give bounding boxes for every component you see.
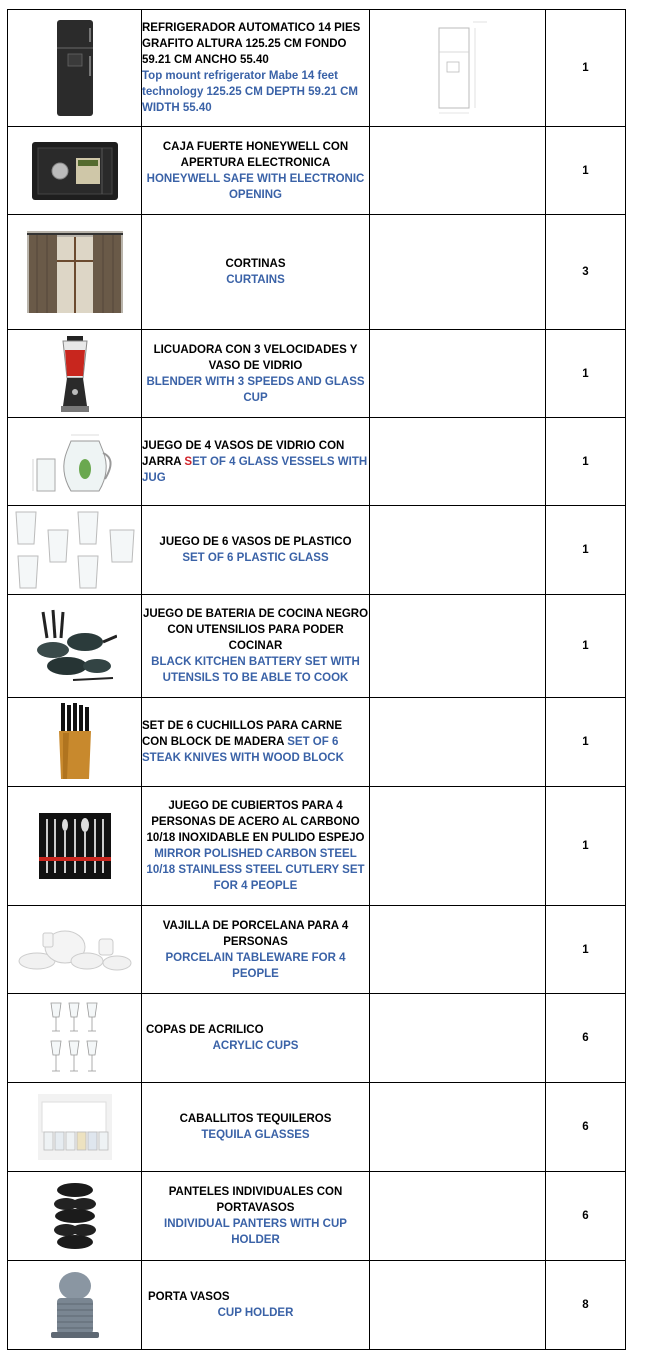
item-quantity: 6 [546,994,626,1083]
table-row [8,127,626,215]
item-image-cell [8,595,142,698]
item-description [142,787,370,906]
item-description [142,215,370,330]
item-description [142,506,370,595]
item-description [142,1261,370,1350]
placemats-icon [52,1182,98,1250]
description-es: JUEGO DE 6 VASOS DE PLASTICO [159,536,352,548]
table-row [8,215,626,330]
table-row [8,906,626,994]
item-dimensions-cell [370,506,546,595]
cutlery-icon [39,813,111,879]
curtains-icon [27,231,123,313]
item-image-cell [8,127,142,215]
description-es: SET DE 6 CUCHILLOS PARA CARNE CON BLOCK DE MADERA [142,720,342,748]
item-image-cell [8,906,142,994]
item-description [142,595,370,698]
description-en: HONEYWELL SAFE WITH ELECTRONIC OPENING [146,172,365,201]
item-dimensions-cell [370,994,546,1083]
description-es: PANTELES INDIVIDUALES CON PORTAVASOS [168,1186,343,1214]
item-dimensions-cell [370,595,546,698]
item-image-cell [8,1261,142,1350]
refrigerator-icon [55,18,95,118]
item-image-cell [8,418,142,506]
tableware-icon [17,925,133,975]
item-quantity: 1 [546,506,626,595]
description-en: BLENDER WITH 3 SPEEDS AND GLASS CUP [146,375,365,404]
inventory-table [7,9,626,1350]
item-quantity: 1 [546,127,626,215]
description-en: Top mount refrigerator Mabe 14 feet technology 125.25 CM DEPTH 59.21 CM WIDTH 55.40 [142,70,359,114]
coaster-holder-icon [49,1270,101,1340]
item-quantity: 1 [546,418,626,506]
description-es: VAJILLA DE PORCELANA PARA 4 PERSONAS [162,919,349,948]
table-row [8,506,626,595]
item-dimensions-cell [370,1083,546,1172]
item-dimensions-cell [370,906,546,994]
description-en: BLACK KITCHEN BATTERY SET WITH UTENSILS TO BE ABLE TO COOK [151,656,360,684]
table-row [8,787,626,906]
description-en: ET OF 4 GLASS VESSELS WITH JUG [142,455,368,484]
item-description [142,1083,370,1172]
table-row [8,698,626,787]
description-en: ACRYLIC CUPS [212,1040,299,1052]
description-en: SET OF 6 STEAK KNIVES WITH WOOD BLOCK [142,736,344,764]
description-es: JUEGO DE BATERIA DE COCINA NEGRO CON UTENSILIOS PARA PODER COCINAR [142,608,369,652]
item-description [142,698,370,787]
table-row [8,595,626,698]
item-quantity: 6 [546,1172,626,1261]
item-dimensions-cell [370,418,546,506]
glass-jug-icon [25,429,125,495]
description-es: CABALLITOS TEQUILEROS [179,1113,332,1125]
description-es: LICUADORA CON 3 VELOCIDADES Y VASO DE VIDRIO [153,343,358,372]
item-description [142,1172,370,1261]
description-es: COPAS DE ACRILICO [146,1024,264,1036]
item-dimensions-cell [370,698,546,787]
cookware-icon [33,608,117,684]
item-quantity: 1 [546,10,626,127]
item-image-cell [8,330,142,418]
refrigerator-diagram-icon [413,18,503,118]
knife-block-icon [55,703,95,781]
table-row [8,1172,626,1261]
item-quantity: 1 [546,595,626,698]
description-es: REFRIGERADOR AUTOMATICO 14 PIES GRAFITO ALTURA 125.25 CM FONDO 59.21 CM ANCHO 55.40 [142,22,361,66]
table-row [8,330,626,418]
tequila-glasses-icon [38,1094,112,1160]
item-description [142,330,370,418]
item-image-cell [8,215,142,330]
description-en-initial: S [184,455,193,468]
item-dimensions-cell [370,787,546,906]
description-en: PORCELAIN TABLEWARE FOR 4 PEOPLE [165,951,346,980]
item-dimensions-cell [370,215,546,330]
item-quantity: 1 [546,330,626,418]
item-quantity: 6 [546,1083,626,1172]
plastic-glasses-icon [12,510,138,590]
description-en: INDIVIDUAL PANTERS WITH CUP HOLDER [164,1218,347,1246]
item-quantity: 1 [546,906,626,994]
table-row [8,1083,626,1172]
item-image-cell [8,10,142,127]
item-image-cell [8,506,142,595]
item-image-cell [8,1172,142,1261]
item-dimensions-cell [370,127,546,215]
description-en: TEQUILA GLASSES [201,1129,310,1141]
description-es: CAJA FUERTE HONEYWELL CON APERTURA ELECTRONICA [162,140,349,169]
item-quantity: 1 [546,787,626,906]
item-dimensions-cell [370,1261,546,1350]
table-row [8,10,626,127]
item-image-cell [8,1083,142,1172]
description-en: CURTAINS [226,274,285,286]
description-es: JUEGO DE 4 VASOS DE VIDRIO CON JARRA [142,439,345,468]
item-dimensions-cell [370,1172,546,1261]
item-description [142,418,370,506]
item-dimensions-cell [370,330,546,418]
table-row [8,418,626,506]
description-en: CUP HOLDER [217,1307,294,1319]
table-row [8,994,626,1083]
table-row [8,1261,626,1350]
blender-icon [55,336,95,412]
item-image-cell [8,787,142,906]
item-image-cell [8,994,142,1083]
safe-icon [30,138,120,204]
wine-glasses-icon [47,1001,103,1075]
description-es: PORTA VASOS [148,1291,230,1303]
item-dimensions-cell [370,10,546,127]
item-description [142,994,370,1083]
item-quantity: 3 [546,215,626,330]
description-en: MIRROR POLISHED CARBON STEEL 10/18 STAINLESS STEEL CUTLERY SET FOR 4 PEOPLE [146,848,365,892]
description-es: JUEGO DE CUBIERTOS PARA 4 PERSONAS DE ACERO AL CARBONO 10/18 INOXIDABLE EN PULIDO ESPEJO [146,800,365,844]
item-description [142,10,370,127]
description-en: SET OF 6 PLASTIC GLASS [182,552,329,564]
item-quantity: 8 [546,1261,626,1350]
item-image-cell [8,698,142,787]
description-es: CORTINAS [225,258,286,270]
item-description [142,906,370,994]
item-quantity: 1 [546,698,626,787]
item-description [142,127,370,215]
